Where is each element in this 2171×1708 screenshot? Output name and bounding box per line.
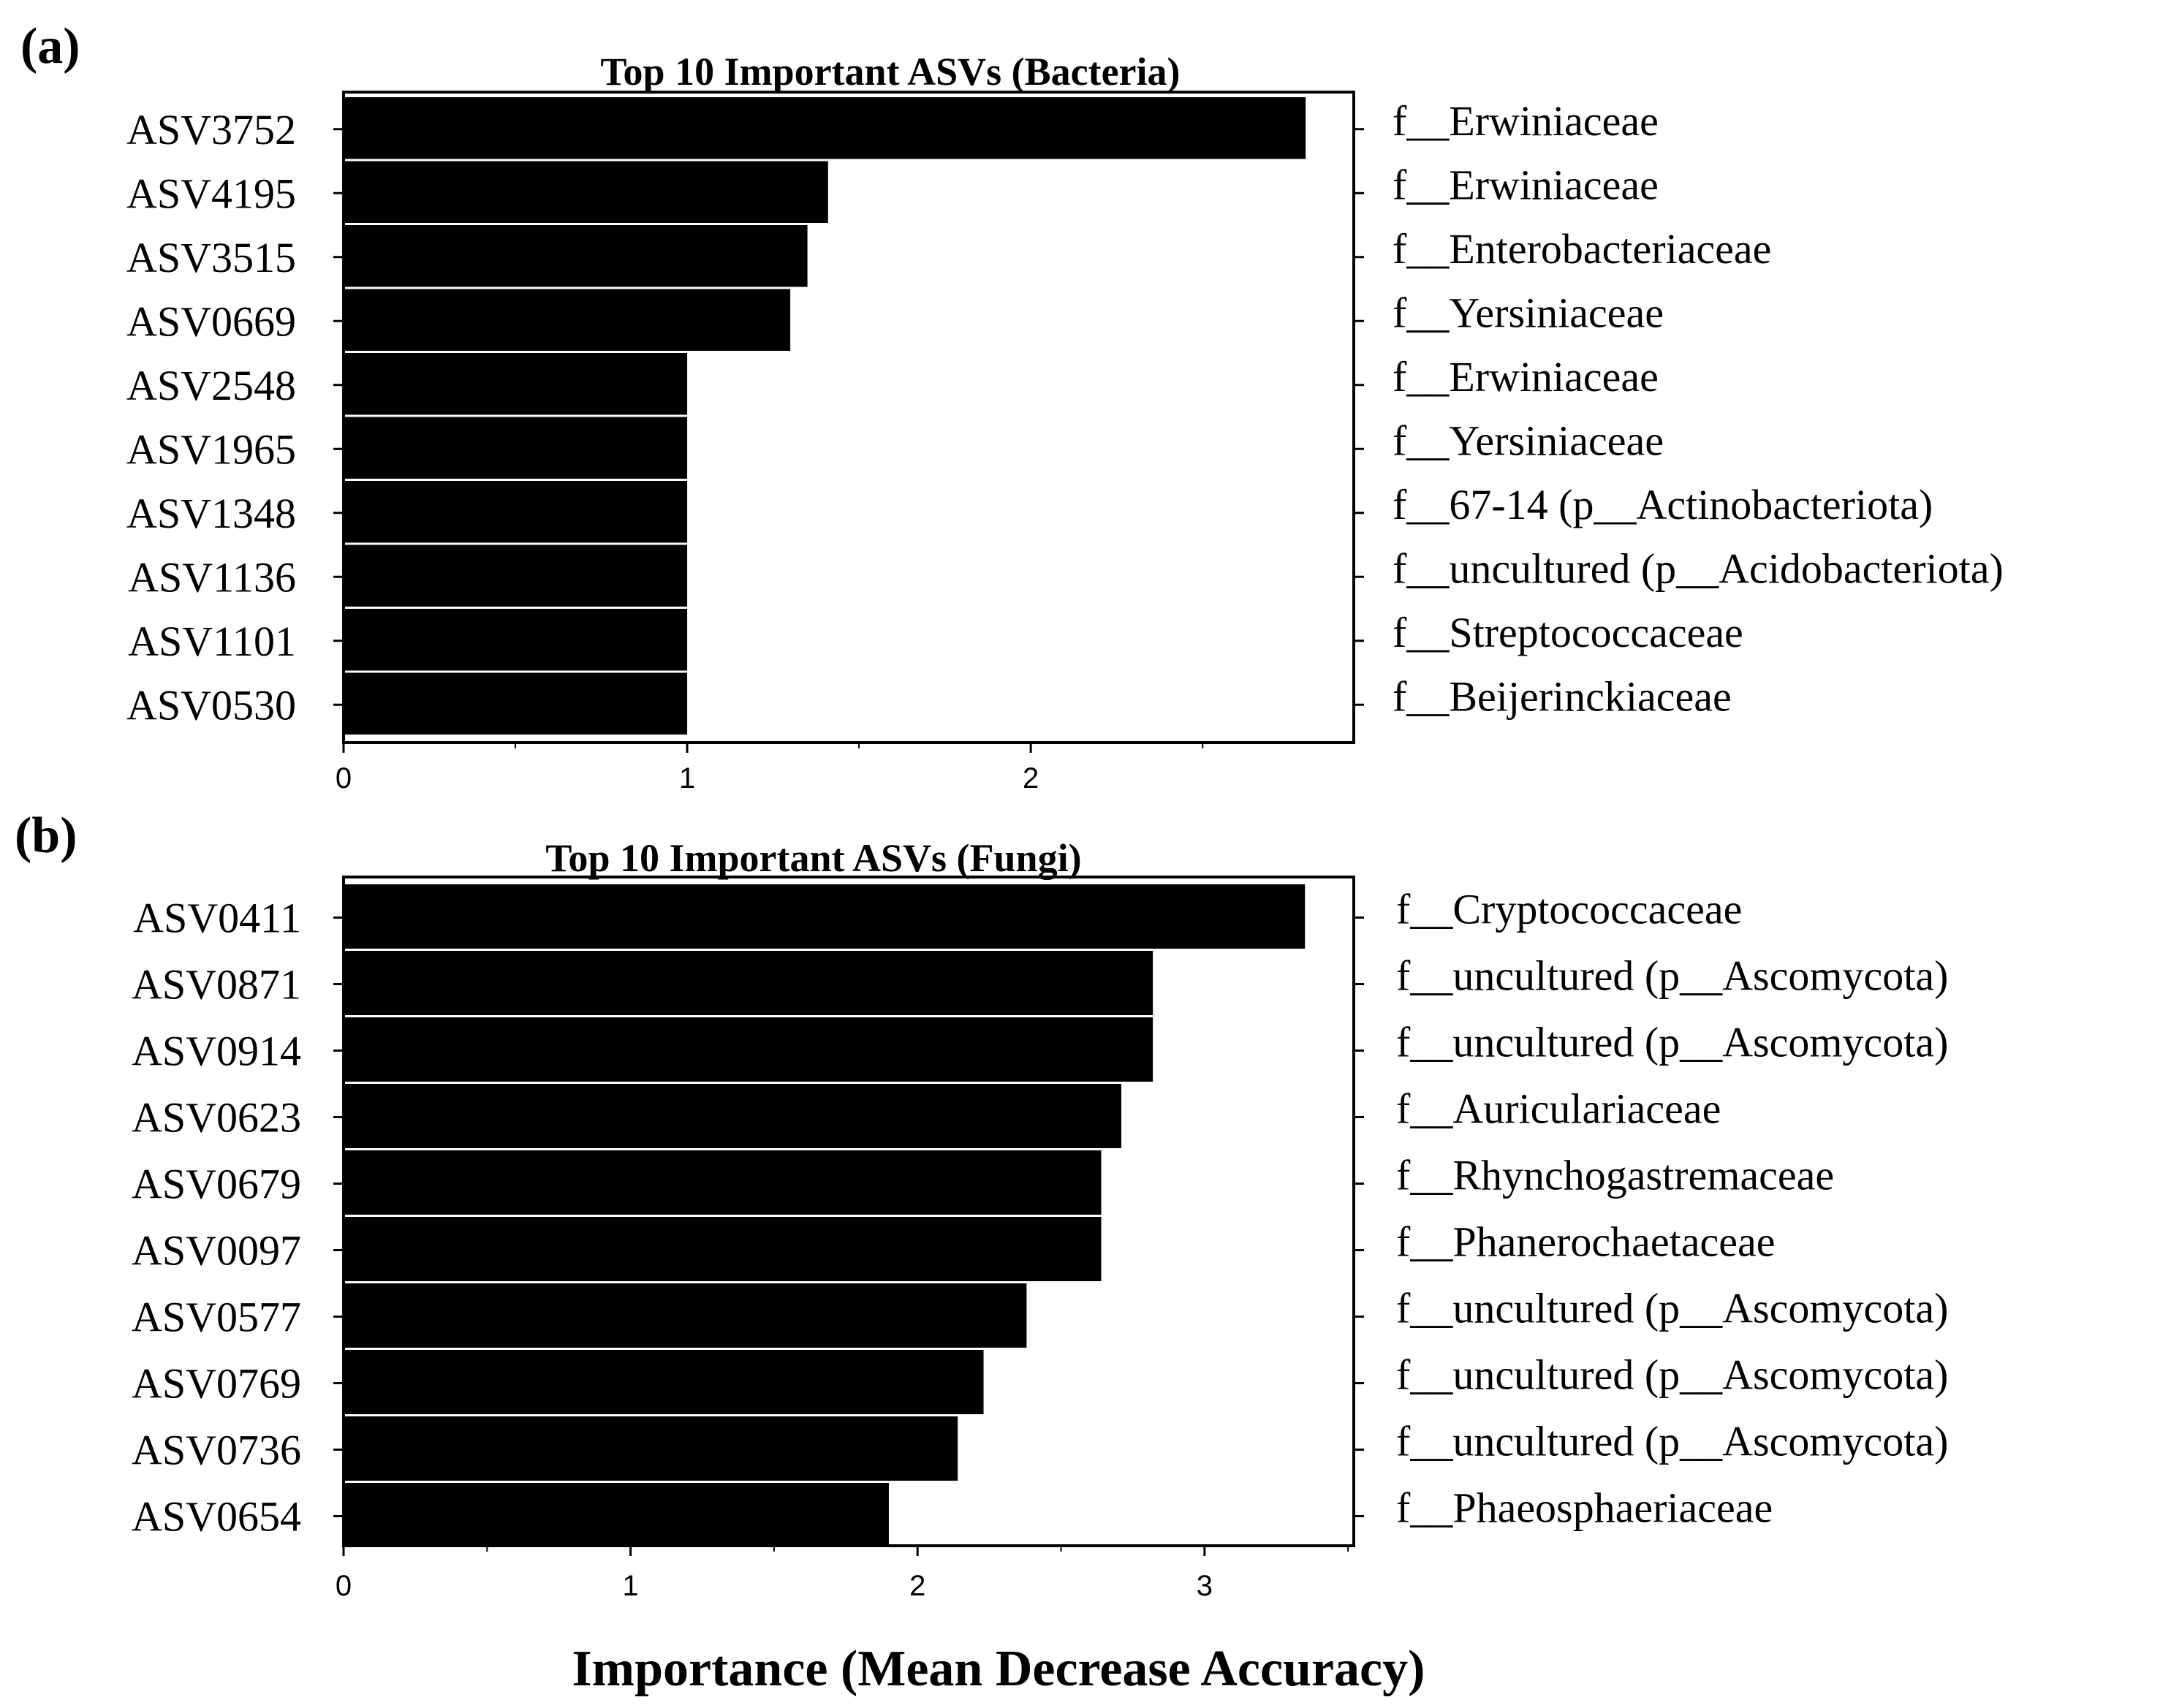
bar-ASV0097	[344, 1217, 1102, 1281]
bar-ASV1101	[344, 609, 687, 671]
category-label: ASV0914	[131, 1027, 301, 1075]
x-tick-label: 2	[1023, 762, 1039, 794]
category-label: ASV0669	[126, 297, 296, 346]
panel-b-title: Top 10 Important ASVs (Fungi)	[545, 836, 1082, 880]
taxon-annotation: f__uncultured (p__Ascomycota)	[1396, 1417, 1949, 1465]
category-label: ASV0577	[131, 1293, 301, 1341]
panel-b-marks	[132, 877, 1948, 1602]
panel-b-label: (b)	[15, 808, 77, 864]
taxon-annotation: f__Cryptococcaceae	[1396, 885, 1743, 933]
panel-b	[15, 808, 1948, 1602]
category-label: ASV0411	[133, 894, 301, 942]
taxon-annotation: f__Phanerochaetaceae	[1396, 1218, 1776, 1266]
bar-ASV3515	[344, 225, 808, 287]
x-tick-label: 3	[1196, 1570, 1213, 1602]
taxon-annotation: f__uncultured (p__Ascomycota)	[1396, 952, 1949, 1000]
taxon-annotation: f__Yersiniaceae	[1393, 417, 1664, 465]
panel-a-label: (a)	[20, 18, 80, 75]
bar-ASV0871	[344, 951, 1153, 1015]
category-label: ASV0097	[131, 1226, 301, 1275]
bar-ASV0654	[344, 1483, 889, 1547]
taxon-annotation: f__Beijerinckiaceae	[1393, 672, 1732, 721]
bar-ASV0577	[344, 1283, 1026, 1348]
category-label: ASV4195	[126, 170, 296, 218]
x-tick-label: 1	[622, 1570, 639, 1602]
category-label: ASV1101	[128, 617, 296, 665]
taxon-annotation: f__Phaeosphaeriaceae	[1396, 1484, 1773, 1532]
category-label: ASV1965	[126, 425, 296, 474]
x-tick-label: 2	[909, 1570, 926, 1602]
category-label: ASV0530	[126, 681, 296, 729]
taxon-annotation: f__uncultured (p__Ascomycota)	[1396, 1284, 1949, 1332]
bar-ASV1965	[344, 417, 687, 479]
taxon-annotation: f__67-14 (p__Actinobacteriota)	[1393, 480, 1933, 528]
bar-ASV1348	[344, 481, 687, 543]
bar-ASV0530	[344, 673, 687, 735]
x-tick-label: 0	[335, 1570, 352, 1602]
taxon-annotation: f__Enterobacteriaceae	[1393, 224, 1772, 273]
bar-ASV2548	[344, 353, 687, 415]
bar-ASV0679	[344, 1150, 1102, 1215]
taxon-annotation: f__Yersiniaceae	[1393, 289, 1664, 337]
taxon-annotation: f__uncultured (p__Acidobacteriota)	[1393, 544, 2004, 593]
category-label: ASV1348	[126, 489, 296, 537]
category-label: ASV0871	[131, 960, 301, 1009]
category-label: ASV0623	[131, 1093, 301, 1142]
taxon-annotation: f__uncultured (p__Ascomycota)	[1396, 1351, 1949, 1399]
x-axis-label: Importance (Mean Decrease Accuracy)	[572, 1641, 1425, 1697]
bar-ASV0669	[344, 289, 790, 352]
category-label: ASV0736	[131, 1426, 301, 1474]
bar-ASV3752	[344, 97, 1306, 159]
bar-ASV0736	[344, 1416, 958, 1481]
category-label: ASV0769	[131, 1359, 301, 1408]
bar-ASV0623	[344, 1084, 1121, 1148]
category-label: ASV0679	[131, 1160, 301, 1208]
category-label: ASV2548	[126, 361, 296, 409]
panel-a-marks	[126, 92, 2004, 794]
x-tick-label: 0	[335, 762, 352, 794]
category-label: ASV0654	[131, 1492, 301, 1541]
category-label: ASV3752	[126, 105, 296, 153]
taxon-annotation: f__Auriculariaceae	[1396, 1085, 1721, 1133]
bar-ASV4195	[344, 162, 828, 224]
taxon-annotation: f__Rhynchogastremaceae	[1396, 1151, 1835, 1199]
bar-ASV0914	[344, 1017, 1153, 1082]
bar-ASV0411	[344, 884, 1305, 949]
x-tick-label: 1	[678, 762, 696, 794]
taxon-annotation: f__uncultured (p__Ascomycota)	[1396, 1018, 1949, 1066]
bar-ASV0769	[344, 1350, 984, 1414]
category-label: ASV1136	[128, 553, 296, 601]
taxon-annotation: f__Streptococcaceae	[1393, 608, 1743, 656]
taxon-annotation: f__Erwiniaceae	[1393, 161, 1659, 209]
taxon-annotation: f__Erwiniaceae	[1393, 352, 1659, 401]
category-label: ASV3515	[126, 233, 296, 281]
bar-ASV1136	[344, 545, 687, 607]
taxon-annotation: f__Erwiniaceae	[1393, 96, 1659, 145]
panel-a	[20, 18, 2004, 794]
panel-a-title: Top 10 Important ASVs (Bacteria)	[600, 50, 1181, 94]
